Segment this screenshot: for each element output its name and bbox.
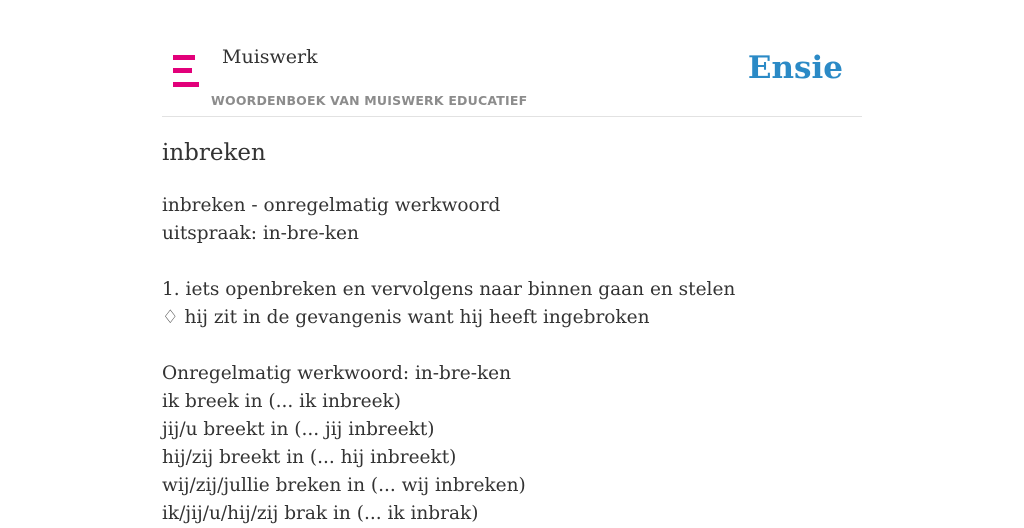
dictionary-subtitle: WOORDENBOEK VAN MUISWERK EDUCATIEF <box>211 93 528 108</box>
definition-line: uitspraak: in-bre-ken <box>162 223 359 244</box>
logo-bar-bottom <box>173 82 199 87</box>
ensie-logo[interactable]: Ensie <box>747 50 843 86</box>
definition-line: ♢ hij zit in de gevangenis want hij heeft ingebroken <box>162 307 650 328</box>
definition-line: Onregelmatig werkwoord: in-bre-ken <box>162 363 512 384</box>
definition-line <box>162 332 862 360</box>
definition-line: inbreken - onregelmatig werkwoord <box>162 195 501 216</box>
definition-line: ik breek in (... ik inbreek) <box>162 391 401 412</box>
site-header <box>162 0 862 117</box>
entry-title: inbreken <box>162 140 266 166</box>
definition-line: hij/zij breekt in (... hij inbreekt) <box>162 447 457 468</box>
publisher-logo-icon[interactable] <box>173 55 199 87</box>
definition-line: 1. iets openbreken en vervolgens naar binnen gaan en stelen <box>162 279 736 300</box>
logo-bar-middle <box>173 68 192 73</box>
entry-definition <box>162 192 862 528</box>
logo-bar-top <box>173 55 195 60</box>
definition-line <box>162 248 862 276</box>
definition-line: jij/u breekt in (... jij inbreekt) <box>162 419 435 440</box>
publisher-name[interactable]: Muiswerk <box>222 46 318 68</box>
definition-line: ik/jij/u/hij/zij brak in (... ik inbrak) <box>162 503 479 524</box>
definition-line: wij/zij/jullie breken in (... wij inbreken) <box>162 475 526 496</box>
